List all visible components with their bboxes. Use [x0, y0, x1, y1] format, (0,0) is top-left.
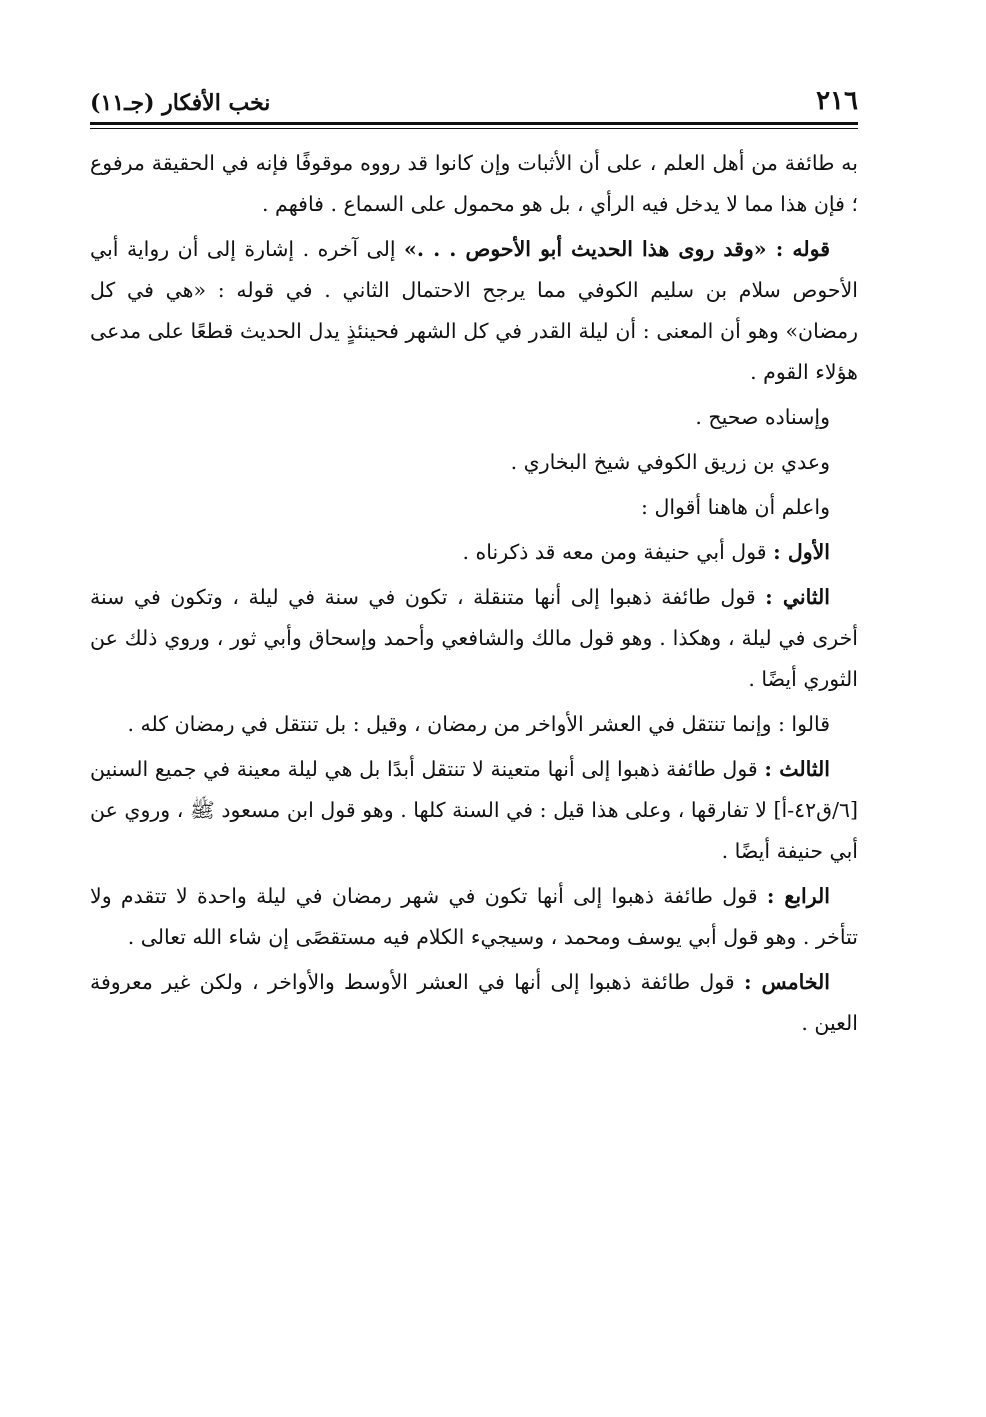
- paragraph: [90, 143, 858, 225]
- body-text: [90, 143, 858, 1044]
- paragraph: [90, 704, 858, 745]
- paragraph-lead: الثالث :: [764, 757, 830, 781]
- paragraph: [90, 397, 858, 438]
- paragraph: [90, 577, 858, 700]
- paragraph: [90, 962, 858, 1044]
- paragraph-text: به طائفة من أهل العلم ، على أن الأثبات وإن كانوا قد رووه موقوفًا فإنه في الحقيقة مرفوع ؛ فإن هذا مما لا يدخل فيه الرأي ، بل هو محمول على السماع . فافهم .: [90, 151, 858, 216]
- paragraph: [90, 749, 858, 872]
- document-page: [90, 78, 858, 1048]
- paragraph-text: قول طائفة ذهبوا إلى أنها في العشر الأوسط والأواخر ، ولكن غير معروفة العين .: [90, 970, 858, 1035]
- page-number: ٢١٦: [816, 86, 858, 116]
- paragraph-text: وإسناده صحيح .: [695, 405, 830, 429]
- paragraph-text: قالوا : وإنما تنتقل في العشر الأواخر من رمضان ، وقيل : بل تنتقل في رمضان كله .: [127, 712, 830, 736]
- paragraph-text: قول طائفة ذهبوا إلى أنها متنقلة ، تكون في سنة في ليلة ، وتكون في سنة أخرى في ليلة ، وهكذا . وهو قول مالك والشافعي وأحمد وإسحاق وأبي ثور ، وروي ذلك عن الثوري أيضًا .: [90, 585, 858, 691]
- paragraph: [90, 487, 858, 528]
- running-header: [90, 78, 858, 118]
- paragraph-lead: الثاني :: [765, 585, 831, 609]
- header-rule-thin: [90, 128, 858, 129]
- paragraph: [90, 229, 858, 393]
- paragraph-lead: الأول :: [773, 540, 830, 564]
- paragraph: [90, 442, 858, 483]
- paragraph-lead: الرابع :: [766, 884, 830, 908]
- paragraph-text: قول طائفة ذهبوا إلى أنها تكون في شهر رمضان في ليلة واحدة لا تتقدم ولا تتأخر . وهو قول أبي يوسف ومحمد ، وسيجيء الكلام فيه مستقصًى إن شاء الله تعالى .: [90, 884, 858, 949]
- paragraph-text: وعدي بن زريق الكوفي شيخ البخاري .: [510, 450, 830, 474]
- paragraph-lead: الخامس :: [743, 970, 830, 994]
- paragraph-lead: قوله : «وقد روى هذا الحديث أبو الأحوص . . .»: [404, 237, 830, 261]
- paragraph-text: واعلم أن هاهنا أقوال :: [641, 495, 830, 519]
- paragraph-text: إلى آخره . إشارة إلى أن رواية أبي الأحوص سلام بن سليم الكوفي مما يرجح الاحتمال الثاني . في قوله : «هي في كل رمضان» وهو أن المعنى : أن ليلة القدر في كل الشهر فحينئذٍ يدل الحديث قطعًا على مدعى هؤلاء القوم .: [90, 237, 858, 384]
- paragraph-text: قول طائفة ذهبوا إلى أنها متعينة لا تنتقل أبدًا بل هي ليلة معينة في جميع السنين [٦/ق٤٢-أ] لا تفارقها ، وعلى هذا قيل : في السنة كلها . وهو قول ابن مسعود ﷺ ، وروي عن أبي حنيفة أيضًا .: [90, 757, 858, 863]
- paragraph: [90, 532, 858, 573]
- paragraph: [90, 876, 858, 958]
- paragraph-text: قول أبي حنيفة ومن معه قد ذكرناه .: [462, 540, 774, 564]
- book-title: نخب الأفكار (جـ١١): [90, 90, 271, 116]
- header-rule-thick: [90, 122, 858, 125]
